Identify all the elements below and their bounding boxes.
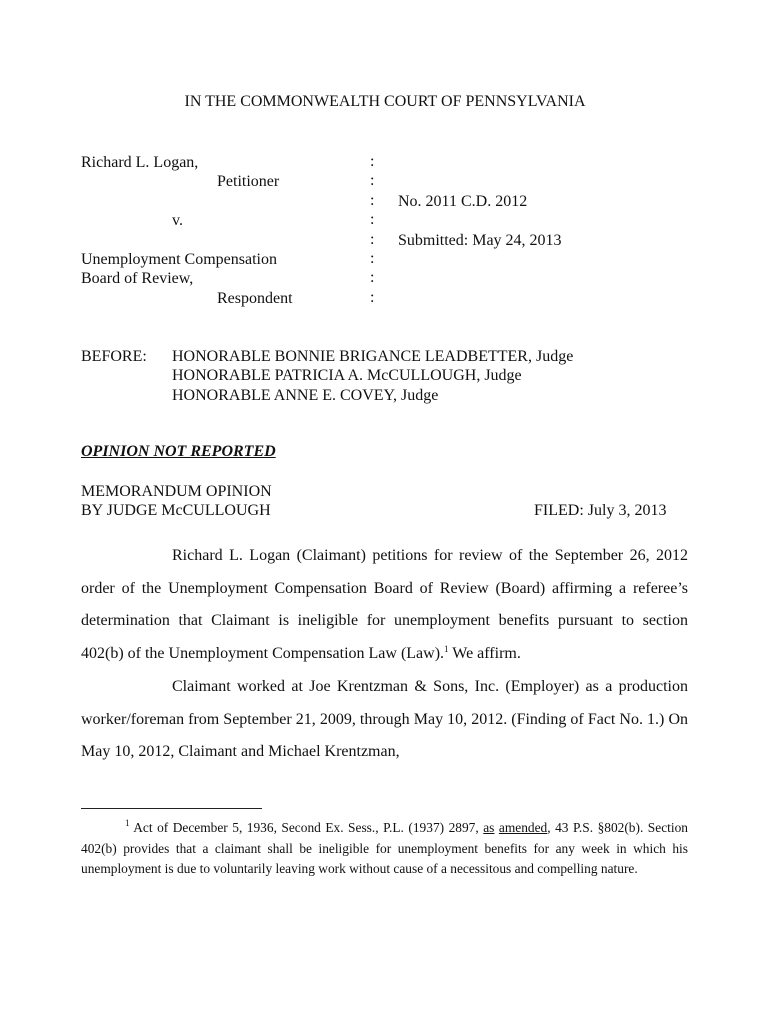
caption-colon: : <box>370 269 375 286</box>
footnote-divider <box>81 808 262 809</box>
body-paragraph <box>81 671 688 769</box>
opinion-body <box>81 540 688 769</box>
respondent-name-line2: Board of Review, <box>81 270 194 287</box>
respondent-name-line1: Unemployment Compensation <box>81 251 277 268</box>
filed-date: FILED: July 3, 2013 <box>534 502 667 519</box>
submitted-date: Submitted: May 24, 2013 <box>398 232 562 249</box>
memorandum-title: MEMORANDUM OPINION <box>81 483 272 500</box>
footnote-text: , 43 P.S. §802(b). Section 402(b) provides that a claimant shall be ineligible for unemployment benefits for any week in which his unemployment is due to voluntarily leaving work without cause of a necessitous and compelling nature. <box>81 820 688 877</box>
footnote-text: Act of December 5, 1936, Second Ex. Sess., P.L. (1937) 2897, <box>129 820 484 835</box>
before-label: BEFORE: <box>81 348 147 365</box>
footnote <box>81 818 688 880</box>
caption-colon: : <box>370 153 375 170</box>
judge-name: HONORABLE ANNE E. COVEY, Judge <box>172 387 439 404</box>
footnote-number: 1 <box>125 818 130 828</box>
caption-colon: : <box>370 289 375 306</box>
caption-colon: : <box>370 192 375 209</box>
opinion-status-heading: OPINION NOT REPORTED <box>81 443 276 460</box>
docket-number: No. 2011 C.D. 2012 <box>398 193 528 210</box>
paragraph-text: Richard L. Logan (Claimant) petitions for review of the September 26, 2012 order of the Unemployment Compensation Board of Review (Board) affirming a referee’s determination that Claimant is ineligible for unemployment benefits pursuant to section 402(b) of the Unemployment Compensation Law (Law). <box>81 547 688 663</box>
versus-label: v. <box>172 212 183 229</box>
caption-colon: : <box>370 231 375 248</box>
body-paragraph <box>81 540 688 671</box>
court-title: IN THE COMMONWEALTH COURT OF PENNSYLVANIA <box>184 93 586 110</box>
caption-colon: : <box>370 172 375 189</box>
petitioner-name: Richard L. Logan, <box>81 154 199 171</box>
respondent-role: Respondent <box>217 290 293 307</box>
paragraph-text: Claimant worked at Joe Krentzman & Sons, Inc. (Employer) as a production worker/foreman from September 21, 2009, through May 10, 2012. (Finding of Fact No. 1.) On May 10, 2012, Claimant and Michael Krentzman, <box>81 677 688 761</box>
petitioner-role: Petitioner <box>217 173 280 190</box>
judge-name: HONORABLE BONNIE BRIGANCE LEADBETTER, Judge <box>172 348 574 365</box>
footnote-reference[interactable]: 1 <box>444 644 449 655</box>
footnote-emphasis: amended <box>498 820 548 835</box>
caption-colon: : <box>370 211 375 228</box>
footnote-emphasis: as <box>483 820 495 835</box>
paragraph-text: We affirm. <box>448 645 521 663</box>
caption-colon: : <box>370 250 375 267</box>
judge-name: HONORABLE PATRICIA A. McCULLOUGH, Judge <box>172 367 522 384</box>
memorandum-author: BY JUDGE McCULLOUGH <box>81 502 271 519</box>
